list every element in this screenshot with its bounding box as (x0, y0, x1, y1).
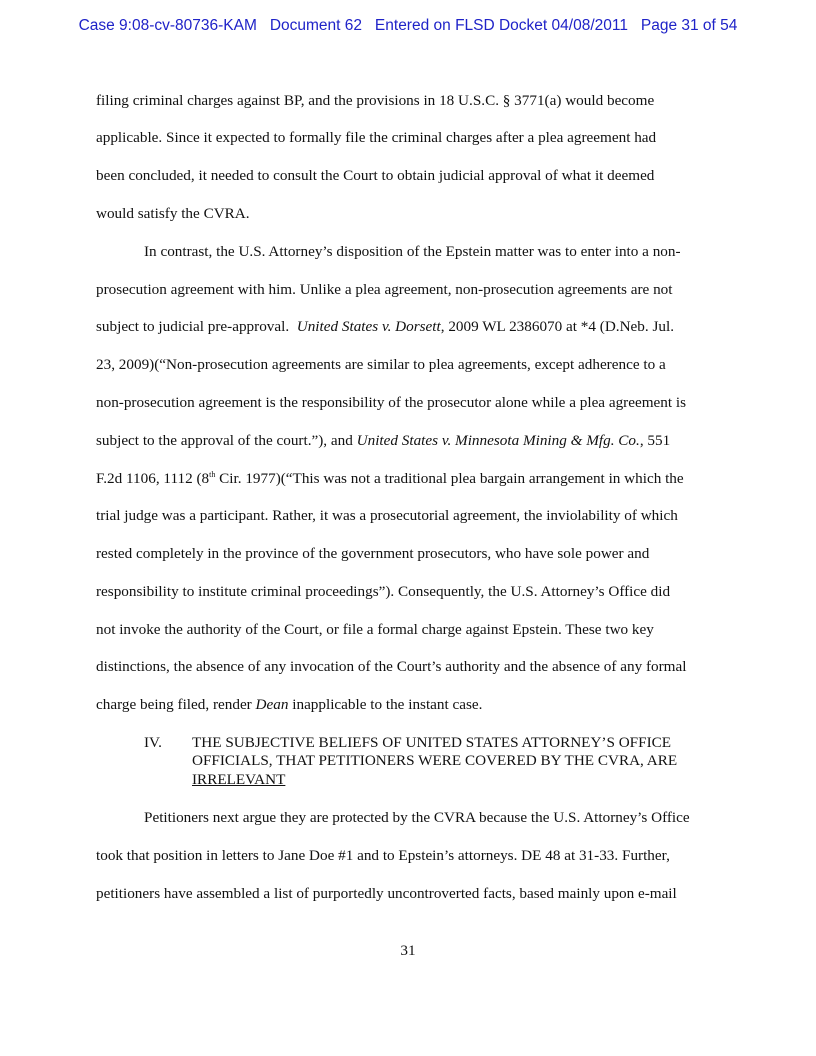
body-line: would satisfy the CVRA. (96, 205, 250, 222)
body-line: trial judge was a participant. Rather, it was a prosecutorial agreement, the inviolability of which (96, 507, 678, 524)
body-text: , 2009 WL 2386070 at *4 (D.Neb. Jul. (440, 318, 675, 335)
body-line (96, 470, 684, 488)
body-line: non-prosecution agreement is the responsibility of the prosecutor alone while a plea agreement is (96, 394, 687, 411)
body-line: distinctions, the absence of any invocation of the Court’s authority and the absence of any formal (96, 658, 687, 675)
body-line: applicable. Since it expected to formally file the criminal charges after a plea agreement had (96, 129, 657, 146)
body-text: charge being filed, render (96, 696, 256, 713)
paragraph-start: In contrast, the U.S. Attorney’s disposition of the Epstein matter was to enter into a non- (144, 243, 681, 260)
body-line: prosecution agreement with him. Unlike a plea agreement, non-prosecution agreements are not (96, 281, 673, 298)
body-line: not invoke the authority of the Court, or file a formal charge against Epstein. These two key (96, 621, 654, 638)
body-line: filing criminal charges against BP, and the provisions in 18 U.S.C. § 3771(a) would become (96, 92, 655, 109)
ordinal-superscript: th (209, 470, 216, 479)
section-title-line: IRRELEVANT (192, 771, 286, 788)
body-line (96, 696, 482, 714)
body-text: Cir. 1977)(“This was not a traditional plea bargain arrangement in which the (215, 470, 684, 487)
body-text: , 551 (639, 432, 671, 449)
case-citation: United States v. Dorsett (296, 318, 441, 335)
section-number: IV. (144, 734, 162, 751)
body-line: 23, 2009)(“Non-prosecution agreements are similar to plea agreements, except adherence to a (96, 356, 666, 373)
section-title-line: OFFICIALS, THAT PETITIONERS WERE COVERED BY THE CVRA, ARE (192, 752, 678, 769)
body-line: responsibility to institute criminal proceedings”). Consequently, the U.S. Attorney’s Office did (96, 583, 671, 600)
body-line: been concluded, it needed to consult the Court to obtain judicial approval of what it deemed (96, 167, 655, 184)
docket-stamp-header: Case 9:08-cv-80736-KAM Document 62 Entered on FLSD Docket 04/08/2011 Page 31 of 54 (78, 17, 738, 34)
case-citation: United States v. Minnesota Mining & Mfg. Co. (356, 432, 640, 449)
body-text: subject to judicial pre-approval. (96, 318, 297, 335)
body-line (96, 318, 674, 336)
page-number: 31 (400, 942, 416, 959)
body-line: petitioners have assembled a list of purportedly uncontroverted facts, based mainly upon e-mail (96, 885, 677, 902)
body-line: took that position in letters to Jane Doe #1 and to Epstein’s attorneys. DE 48 at 31-33. Further, (96, 847, 670, 864)
paragraph-start: Petitioners next argue they are protected by the CVRA because the U.S. Attorney’s Office (144, 809, 690, 826)
section-title-line: THE SUBJECTIVE BELIEFS OF UNITED STATES ATTORNEY’S OFFICE (192, 734, 672, 751)
case-name: Dean (255, 696, 289, 713)
body-text: inapplicable to the instant case. (288, 696, 483, 713)
body-text: subject to the approval of the court.”), and (96, 432, 357, 449)
body-text: F.2d 1106, 1112 (8 (96, 470, 210, 487)
body-line: rested completely in the province of the government prosecutors, who have sole power and (96, 545, 650, 562)
body-line (96, 432, 670, 450)
